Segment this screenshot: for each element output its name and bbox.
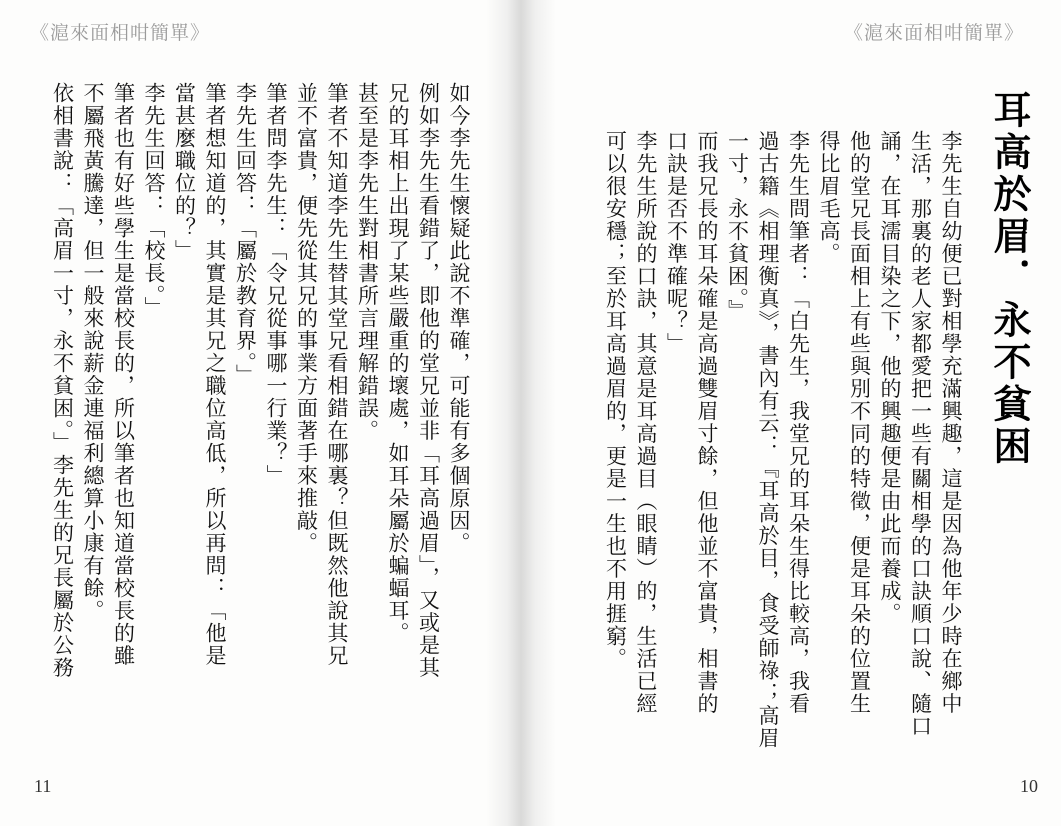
right-page-body xyxy=(600,130,966,770)
text-line: 一寸，永不貧困。』 xyxy=(725,130,750,322)
text-line: 筆者不知道李先生替其堂兄看相錯在哪裏？但既然他說其兄 xyxy=(325,82,349,667)
text-line: 過古籍《相理衡真》，書內有云：『耳高於目，食受師祿；高眉 xyxy=(756,130,780,750)
text-line: 當甚麼職位的？」 xyxy=(172,82,197,262)
text-line: 而我兄長的耳朵確是高過雙眉寸餘，但他並不富貴，相書的 xyxy=(695,130,719,715)
text-line: 李先生所說的口訣，其意是耳高過目（眼睛）的，生活已經 xyxy=(634,130,658,715)
left-page xyxy=(0,0,522,826)
text-line: 甚至是李先生對相書所言理解錯誤。 xyxy=(355,82,380,442)
right-running-header: 《滬來面相咁簡單》 xyxy=(844,22,1025,44)
text-line: 筆者問李先生：「令兄從事哪一行業？」 xyxy=(264,82,288,487)
text-line: 依相書說：「高眉一寸，永不貧困。」李先生的兄長屬於公務 xyxy=(50,82,75,679)
text-line: 口訣是否不準確呢？」 xyxy=(664,130,689,355)
text-line: 李先生回答：「校長。」 xyxy=(142,82,166,319)
text-line: 例如李先生看錯了，即他的堂兄並非「耳高過眉」，又或是其 xyxy=(416,82,441,679)
left-page-number: 11 xyxy=(34,776,52,796)
text-line: 筆者想知道的，其實是其兄之職位高低，所以再問：「他是 xyxy=(203,82,227,667)
left-page-body xyxy=(47,82,474,782)
text-line: 誦，在耳濡目染之下，他的興趣便是由此而養成。 xyxy=(878,130,902,625)
text-line: 得比眉毛高。 xyxy=(817,130,841,265)
text-line: 如今李先生懷疑此說不準確，可能有多個原因。 xyxy=(447,82,471,555)
right-page-number: 10 xyxy=(1020,776,1038,796)
text-line: 可以很安穩；至於耳高過眉的，更是一生也不用捱窮。 xyxy=(603,130,628,670)
text-line: 並不富貴，便先從其兄的事業方面著手來推敲。 xyxy=(294,82,319,555)
right-page xyxy=(522,0,1061,826)
text-line: 他的堂兄長面相上有些與別不同的特徵，便是耳朵的位置生 xyxy=(847,130,872,715)
text-line: 筆者也有好些學生是當校長的，所以筆者也知道當校長的雖 xyxy=(111,82,136,667)
text-line: 李先生回答：「屬於教育界。」 xyxy=(233,82,258,387)
text-line: 李先生自幼便已對相學充滿興趣，這是因為他年少時在鄉中 xyxy=(939,130,963,715)
chapter-title: 耳高於眉．永不貧困 xyxy=(987,90,1031,468)
book-gutter-shadow xyxy=(486,0,556,826)
text-line: 生活，那裏的老人家都愛把一些有關相學的口訣順口說、隨口 xyxy=(908,130,933,738)
text-line: 不屬飛黃騰達，但一般來說薪金連福利總算小康有餘。 xyxy=(81,82,105,622)
text-line: 李先生問筆者：「白先生，我堂兄的耳朵生得比較高，我看 xyxy=(786,130,811,715)
left-running-header: 《滬來面相咁簡單》 xyxy=(30,22,211,44)
text-line: 兄的耳相上出現了某些嚴重的壞處，如耳朵屬於蝙蝠耳。 xyxy=(386,82,410,645)
